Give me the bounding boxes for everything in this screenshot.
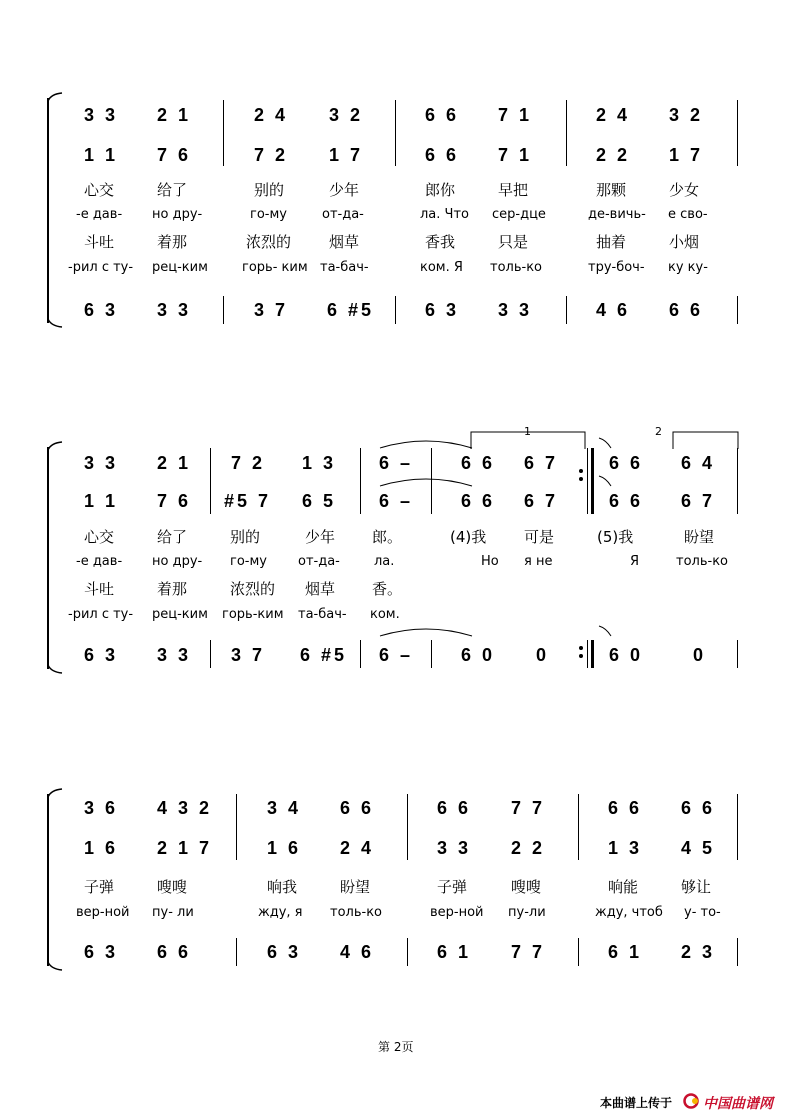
lyric-ru: го-му <box>230 554 267 569</box>
lyric-ru: у- то- <box>684 905 721 920</box>
note-group: 3 7 <box>231 645 266 665</box>
note-group: 7 6 <box>157 491 192 511</box>
barline <box>407 938 408 966</box>
note-group: 6 3 <box>267 942 302 962</box>
barline <box>737 794 738 860</box>
lyric-cn: 那颗 <box>596 181 627 199</box>
lyric-ru: пу-ли <box>508 905 546 920</box>
lyric-cn: 烟草 <box>305 580 336 598</box>
barline <box>578 938 579 966</box>
note-group: 6 6 <box>608 798 643 818</box>
note-group: 6 3 <box>84 942 119 962</box>
lyric-ru: Я <box>630 554 640 569</box>
note-group: 7 6 <box>157 145 192 165</box>
brace-hook-top <box>47 441 63 451</box>
note-group: 4 3 2 <box>157 798 213 818</box>
tie-end <box>598 436 612 450</box>
system-brace <box>47 447 49 669</box>
lyric-cn: 斗吐 <box>84 580 115 598</box>
note-group: 7 2 <box>231 453 266 473</box>
note-group: 3 2 <box>669 105 704 125</box>
lyric-cn: 少女 <box>669 181 700 199</box>
note-group: 1 3 <box>608 838 643 858</box>
lyric-ru: го-му <box>250 207 287 222</box>
lyric-ru: та-бач- <box>298 607 347 622</box>
note-group: 2 2 <box>596 145 631 165</box>
lyric-cn: (5)我 <box>597 528 634 546</box>
note-group: 6 1 <box>608 942 643 962</box>
lyric-ru: рец-ким <box>152 260 208 275</box>
barline <box>407 794 408 860</box>
lyric-cn: 给了 <box>157 528 188 546</box>
barline <box>236 938 237 966</box>
site-logo-text: 中国曲谱网 <box>703 1096 773 1112</box>
lyric-ru: но дру- <box>152 554 203 569</box>
note-group: 2 1 7 <box>157 838 213 858</box>
lyric-cn: 浓烈的 <box>246 233 292 251</box>
lyric-cn: 香。 <box>372 580 403 598</box>
lyric-cn: 可是 <box>524 528 555 546</box>
note-group: 6 6 <box>437 798 472 818</box>
note-group: 6 1 <box>437 942 472 962</box>
tie <box>378 624 474 638</box>
note-group: 3 4 <box>267 798 302 818</box>
lyric-ru: я не <box>524 554 553 569</box>
lyric-cn: 郎你 <box>425 181 456 199</box>
lyric-ru: вер-ной <box>430 905 484 920</box>
note-group: 6 0 <box>609 645 644 665</box>
note-group: 3 3 <box>157 300 192 320</box>
note-group: 3 3 <box>498 300 533 320</box>
brace-hook-top <box>47 92 63 102</box>
note-group: 2 4 <box>596 105 631 125</box>
lyric-cn: 郎。 <box>372 528 403 546</box>
barline <box>566 100 567 166</box>
lyric-ru: рец-ким <box>152 607 208 622</box>
note-group: 1 6 <box>267 838 302 858</box>
brace-hook-top <box>47 788 63 798</box>
note-group: 6 7 <box>524 453 559 473</box>
barline <box>431 448 432 514</box>
barline <box>566 296 567 324</box>
note-group: 1 6 <box>84 838 119 858</box>
note-group: 2 2 <box>511 838 546 858</box>
lyric-ru: жду, чтоб <box>595 905 663 920</box>
lyric-cn: 嗖嗖 <box>511 878 542 896</box>
note-group: 6 7 <box>681 491 716 511</box>
note-group: 6 3 <box>84 645 119 665</box>
lyric-ru: та-бач- <box>320 260 369 275</box>
volta-number: 1 <box>524 425 531 438</box>
barline <box>578 794 579 860</box>
lyric-cn: 少年 <box>305 528 336 546</box>
barline <box>737 296 738 324</box>
lyric-cn: 嗖嗖 <box>157 878 188 896</box>
note-group: 6 4 <box>681 453 716 473</box>
note-group: 6 #5 <box>300 645 348 665</box>
lyric-cn: 少年 <box>329 181 360 199</box>
lyric-cn: 子弹 <box>84 878 115 896</box>
note-group: 2 1 <box>157 105 192 125</box>
note-group: 3 3 <box>84 105 119 125</box>
lyric-ru: ла. Что <box>420 207 469 222</box>
lyric-cn: 着那 <box>157 233 188 251</box>
note-group: 2 3 <box>681 942 716 962</box>
barline <box>210 640 211 668</box>
note-group: 2 4 <box>254 105 289 125</box>
tie <box>378 436 474 450</box>
note-group: 6 #5 <box>327 300 375 320</box>
system-brace <box>47 794 49 966</box>
note-group: 1 1 <box>84 491 119 511</box>
lyric-cn: 别的 <box>230 528 261 546</box>
note-group: #5 7 <box>224 491 272 511</box>
lyric-cn: 抽着 <box>596 233 627 251</box>
note-group: 6 0 <box>461 645 496 665</box>
tie-end <box>598 474 612 488</box>
repeat-sign <box>578 640 596 668</box>
note-group: 7 7 <box>511 798 546 818</box>
lyric-ru: горь-ким <box>222 607 284 622</box>
note-group: 4 5 <box>681 838 716 858</box>
barline <box>360 640 361 668</box>
note-group: 6 3 <box>84 300 119 320</box>
lyric-cn: 着那 <box>157 580 188 598</box>
note-group: 6 6 <box>609 453 644 473</box>
note-group: 6 7 <box>524 491 559 511</box>
system-brace <box>47 98 49 323</box>
lyric-ru: Но <box>481 554 499 569</box>
note-group: 3 7 <box>254 300 289 320</box>
lyric-cn: 盼望 <box>340 878 371 896</box>
note-group: 6 5 <box>302 491 337 511</box>
lyric-ru: пу- ли <box>152 905 194 920</box>
note-group: 3 3 <box>157 645 192 665</box>
note-group: 6 – <box>379 645 414 665</box>
brace-hook-bottom <box>47 318 63 328</box>
lyric-cn: 斗吐 <box>84 233 115 251</box>
lyric-cn: 小烟 <box>669 233 700 251</box>
barline <box>395 296 396 324</box>
lyric-ru: -е дав- <box>76 207 123 222</box>
upload-note: 本曲谱上传于 <box>600 1096 673 1110</box>
note-group: 4 6 <box>340 942 375 962</box>
lyric-cn: 心交 <box>84 528 115 546</box>
lyric-cn: 够让 <box>681 878 712 896</box>
note-group: 0 <box>536 645 550 665</box>
page-number: 第 2页 <box>378 1040 414 1054</box>
note-group: 1 7 <box>329 145 364 165</box>
lyric-cn: 烟草 <box>329 233 360 251</box>
lyric-cn: 心交 <box>84 181 115 199</box>
note-group: 2 4 <box>340 838 375 858</box>
lyric-cn: 给了 <box>157 181 188 199</box>
note-group: 4 6 <box>596 300 631 320</box>
note-group: 6 3 <box>425 300 460 320</box>
lyric-cn: 响我 <box>267 878 298 896</box>
note-group: 6 6 <box>461 491 496 511</box>
lyric-cn: 别的 <box>254 181 285 199</box>
barline <box>395 100 396 166</box>
barline <box>737 938 738 966</box>
lyric-ru: ла. <box>374 554 395 569</box>
lyric-ru: жду, я <box>258 905 303 920</box>
lyric-ru: от-да- <box>298 554 340 569</box>
note-group: 6 6 <box>425 145 460 165</box>
note-group: 7 2 <box>254 145 289 165</box>
brace-hook-bottom <box>47 664 63 674</box>
note-group: 0 <box>693 645 707 665</box>
note-group: 7 1 <box>498 145 533 165</box>
note-group: 7 7 <box>511 942 546 962</box>
lyric-ru: е сво- <box>668 207 708 222</box>
lyric-ru: -рил с ту- <box>68 607 134 622</box>
lyric-ru: толь-ко <box>490 260 542 275</box>
lyric-ru: ку ку- <box>668 260 708 275</box>
note-group: 6 6 <box>157 942 192 962</box>
lyric-cn: 只是 <box>498 233 529 251</box>
lyric-ru: от-да- <box>322 207 364 222</box>
barline <box>737 448 738 514</box>
barline <box>223 100 224 166</box>
lyric-ru: сер-дце <box>492 207 546 222</box>
lyric-ru: но дру- <box>152 207 203 222</box>
note-group: 6 – <box>379 453 414 473</box>
note-group: 1 7 <box>669 145 704 165</box>
note-group: 6 – <box>379 491 414 511</box>
lyric-cn: 早把 <box>498 181 529 199</box>
lyric-cn: 响能 <box>608 878 639 896</box>
tie-end <box>598 624 612 638</box>
barline <box>360 448 361 514</box>
note-group: 2 1 <box>157 453 192 473</box>
barline <box>210 448 211 514</box>
lyric-ru: -рил с ту- <box>68 260 134 275</box>
barline <box>737 100 738 166</box>
lyric-cn: 子弹 <box>437 878 468 896</box>
lyric-cn: 香我 <box>425 233 456 251</box>
barline <box>431 640 432 668</box>
barline <box>223 296 224 324</box>
note-group: 6 6 <box>669 300 704 320</box>
note-group: 6 6 <box>425 105 460 125</box>
lyric-cn: (4)我 <box>450 528 487 546</box>
brace-hook-bottom <box>47 961 63 971</box>
lyric-ru: тру-боч- <box>588 260 645 275</box>
lyric-ru: толь-ко <box>330 905 382 920</box>
barline <box>236 794 237 860</box>
lyric-ru: вер-ной <box>76 905 130 920</box>
lyric-ru: толь-ко <box>676 554 728 569</box>
note-group: 1 3 <box>302 453 337 473</box>
note-group: 3 2 <box>329 105 364 125</box>
note-group: 6 6 <box>681 798 716 818</box>
note-group: 6 6 <box>461 453 496 473</box>
lyric-ru: горь- ким <box>242 260 308 275</box>
site-logo-icon <box>683 1093 701 1109</box>
barline <box>737 640 738 668</box>
tie <box>378 474 474 488</box>
lyric-cn: 浓烈的 <box>230 580 276 598</box>
note-group: 1 1 <box>84 145 119 165</box>
lyric-cn: 盼望 <box>684 528 715 546</box>
lyric-ru: -е дав- <box>76 554 123 569</box>
lyric-ru: ком. <box>370 607 400 622</box>
note-group: 7 1 <box>498 105 533 125</box>
lyric-ru: де-вичь- <box>588 207 646 222</box>
lyric-ru: ком. Я <box>420 260 463 275</box>
note-group: 6 6 <box>609 491 644 511</box>
note-group: 6 6 <box>340 798 375 818</box>
repeat-sign <box>578 448 596 514</box>
note-group: 3 3 <box>84 453 119 473</box>
note-group: 3 6 <box>84 798 119 818</box>
volta-number: 2 <box>655 425 662 438</box>
note-group: 3 3 <box>437 838 472 858</box>
